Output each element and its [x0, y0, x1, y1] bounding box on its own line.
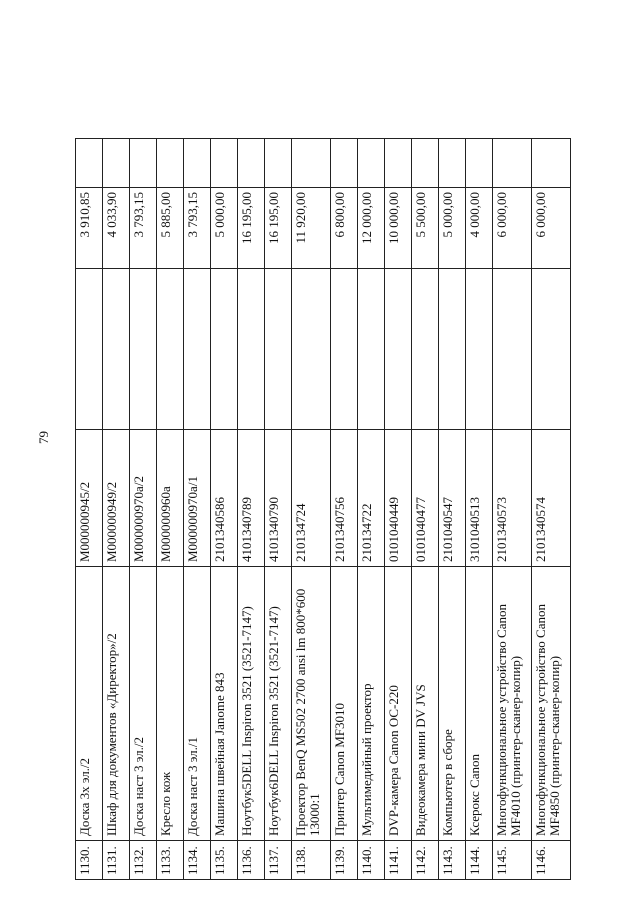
item-name-cell: Видеокамера мини DV JVS [412, 567, 439, 841]
inventory-table [75, 138, 571, 880]
empty-cell [532, 269, 571, 430]
empty-cell [412, 269, 439, 430]
empty-cell [103, 269, 130, 430]
inventory-code-cell: М000000949/2 [103, 430, 130, 567]
table-row [76, 139, 103, 880]
empty-cell [211, 269, 238, 430]
table-row [331, 139, 358, 880]
inventory-code-cell: 210134722 [358, 430, 385, 567]
value-cell: 16 195,00 [238, 188, 265, 269]
value-cell: 4 033,90 [103, 188, 130, 269]
empty-cell [385, 139, 412, 188]
value-cell: 10 000,00 [385, 188, 412, 269]
empty-cell [412, 139, 439, 188]
inventory-table-body [76, 139, 571, 880]
table-row [184, 139, 211, 880]
row-number-cell: 1140. [358, 841, 385, 880]
item-name-cell: Ксерокс Canon [466, 567, 493, 841]
item-name-cell: DVP-камера Canon OC-220 [385, 567, 412, 841]
inventory-code-cell: 210134724 [292, 430, 331, 567]
inventory-code-cell: 2101040547 [439, 430, 466, 567]
empty-cell [103, 139, 130, 188]
inventory-code-cell: 3101040513 [466, 430, 493, 567]
empty-cell [466, 139, 493, 188]
item-name-cell: Машина швейная Janome 843 [211, 567, 238, 841]
inventory-code-cell: М000000970а/1 [184, 430, 211, 567]
empty-cell [331, 139, 358, 188]
row-number-cell: 1137. [265, 841, 292, 880]
value-cell: 16 195,00 [265, 188, 292, 269]
empty-cell [184, 269, 211, 430]
empty-cell [238, 139, 265, 188]
value-cell: 3 910,85 [76, 188, 103, 269]
inventory-code-cell: 0101040449 [385, 430, 412, 567]
inventory-code-cell: 2101340574 [532, 430, 571, 567]
table-row [412, 139, 439, 880]
item-name-cell: Кресло кож [157, 567, 184, 841]
table-row [292, 139, 331, 880]
inventory-code-cell: 2101340756 [331, 430, 358, 567]
row-number-cell: 1135. [211, 841, 238, 880]
value-cell: 6 800,00 [331, 188, 358, 269]
table-row [493, 139, 532, 880]
empty-cell [493, 269, 532, 430]
row-number-cell: 1146. [532, 841, 571, 880]
item-name-cell: Ноутбук5DELL Inspiron 3521 (3521-7147) [238, 567, 265, 841]
item-name-cell: Мультимедийный проектор [358, 567, 385, 841]
empty-cell [385, 269, 412, 430]
inventory-code-cell: 4101340789 [238, 430, 265, 567]
empty-cell [358, 139, 385, 188]
row-number-cell: 1136. [238, 841, 265, 880]
row-number-cell: 1131. [103, 841, 130, 880]
inventory-code-cell: 0101040477 [412, 430, 439, 567]
item-name-cell: Ноутбук6DELL Inspiron 3521 (3521-7147) [265, 567, 292, 841]
empty-cell [493, 139, 532, 188]
row-number-cell: 1133. [157, 841, 184, 880]
table-row [130, 139, 157, 880]
table-row [532, 139, 571, 880]
item-name-cell: Компьютер в сборе [439, 567, 466, 841]
empty-cell [265, 139, 292, 188]
empty-cell [439, 139, 466, 188]
empty-cell [238, 269, 265, 430]
value-cell: 12 000,00 [358, 188, 385, 269]
value-cell: 3 793,15 [130, 188, 157, 269]
row-number-cell: 1145. [493, 841, 532, 880]
empty-cell [292, 269, 331, 430]
value-cell: 5 000,00 [439, 188, 466, 269]
row-number-cell: 1144. [466, 841, 493, 880]
table-row [466, 139, 493, 880]
empty-cell [439, 269, 466, 430]
row-number-cell: 1138. [292, 841, 331, 880]
empty-cell [532, 139, 571, 188]
inventory-code-cell: М000000960а [157, 430, 184, 567]
empty-cell [292, 139, 331, 188]
value-cell: 6 000,00 [493, 188, 532, 269]
inventory-code-cell: 2101340586 [211, 430, 238, 567]
empty-cell [265, 269, 292, 430]
empty-cell [130, 269, 157, 430]
value-cell: 5 500,00 [412, 188, 439, 269]
item-name-cell: Многофункциональное устройство Canon MF4010 (принтер-сканер-копир) [493, 567, 532, 841]
empty-cell [466, 269, 493, 430]
value-cell: 11 920,00 [292, 188, 331, 269]
empty-cell [184, 139, 211, 188]
table-row [157, 139, 184, 880]
value-cell: 5 000,00 [211, 188, 238, 269]
table-row [211, 139, 238, 880]
item-name-cell: Доска наст 3 эл./2 [130, 567, 157, 841]
inventory-code-cell: М000000945/2 [76, 430, 103, 567]
row-number-cell: 1141. [385, 841, 412, 880]
inventory-code-cell: М000000970а/2 [130, 430, 157, 567]
item-name-cell: Многофункциональное устройство Canon MF4850 (принтер-сканер-копир) [532, 567, 571, 841]
item-name-cell: Проектор BenQ MS502 2700 ansi lm 800*600 13000:1 [292, 567, 331, 841]
empty-cell [331, 269, 358, 430]
value-cell: 3 793,15 [184, 188, 211, 269]
row-number-cell: 1143. [439, 841, 466, 880]
empty-cell [211, 139, 238, 188]
empty-cell [130, 139, 157, 188]
page-number: 79 [36, 431, 51, 444]
row-number-cell: 1132. [130, 841, 157, 880]
table-row [265, 139, 292, 880]
table-row [439, 139, 466, 880]
table-row [358, 139, 385, 880]
empty-cell [76, 269, 103, 430]
item-name-cell: Принтер Canon MF3010 [331, 567, 358, 841]
row-number-cell: 1130. [76, 841, 103, 880]
value-cell: 4 000,00 [466, 188, 493, 269]
inventory-code-cell: 4101340790 [265, 430, 292, 567]
table-row [238, 139, 265, 880]
item-name-cell: Доска 3х эл./2 [76, 567, 103, 841]
empty-cell [157, 269, 184, 430]
row-number-cell: 1134. [184, 841, 211, 880]
table-row [385, 139, 412, 880]
empty-cell [157, 139, 184, 188]
empty-cell [76, 139, 103, 188]
value-cell: 5 885,00 [157, 188, 184, 269]
table-row [103, 139, 130, 880]
inventory-code-cell: 2101340573 [493, 430, 532, 567]
row-number-cell: 1142. [412, 841, 439, 880]
row-number-cell: 1139. [331, 841, 358, 880]
value-cell: 6 000,00 [532, 188, 571, 269]
empty-cell [358, 269, 385, 430]
item-name-cell: Шкаф для документов «Директор»/2 [103, 567, 130, 841]
item-name-cell: Доска наст 3 эл./1 [184, 567, 211, 841]
